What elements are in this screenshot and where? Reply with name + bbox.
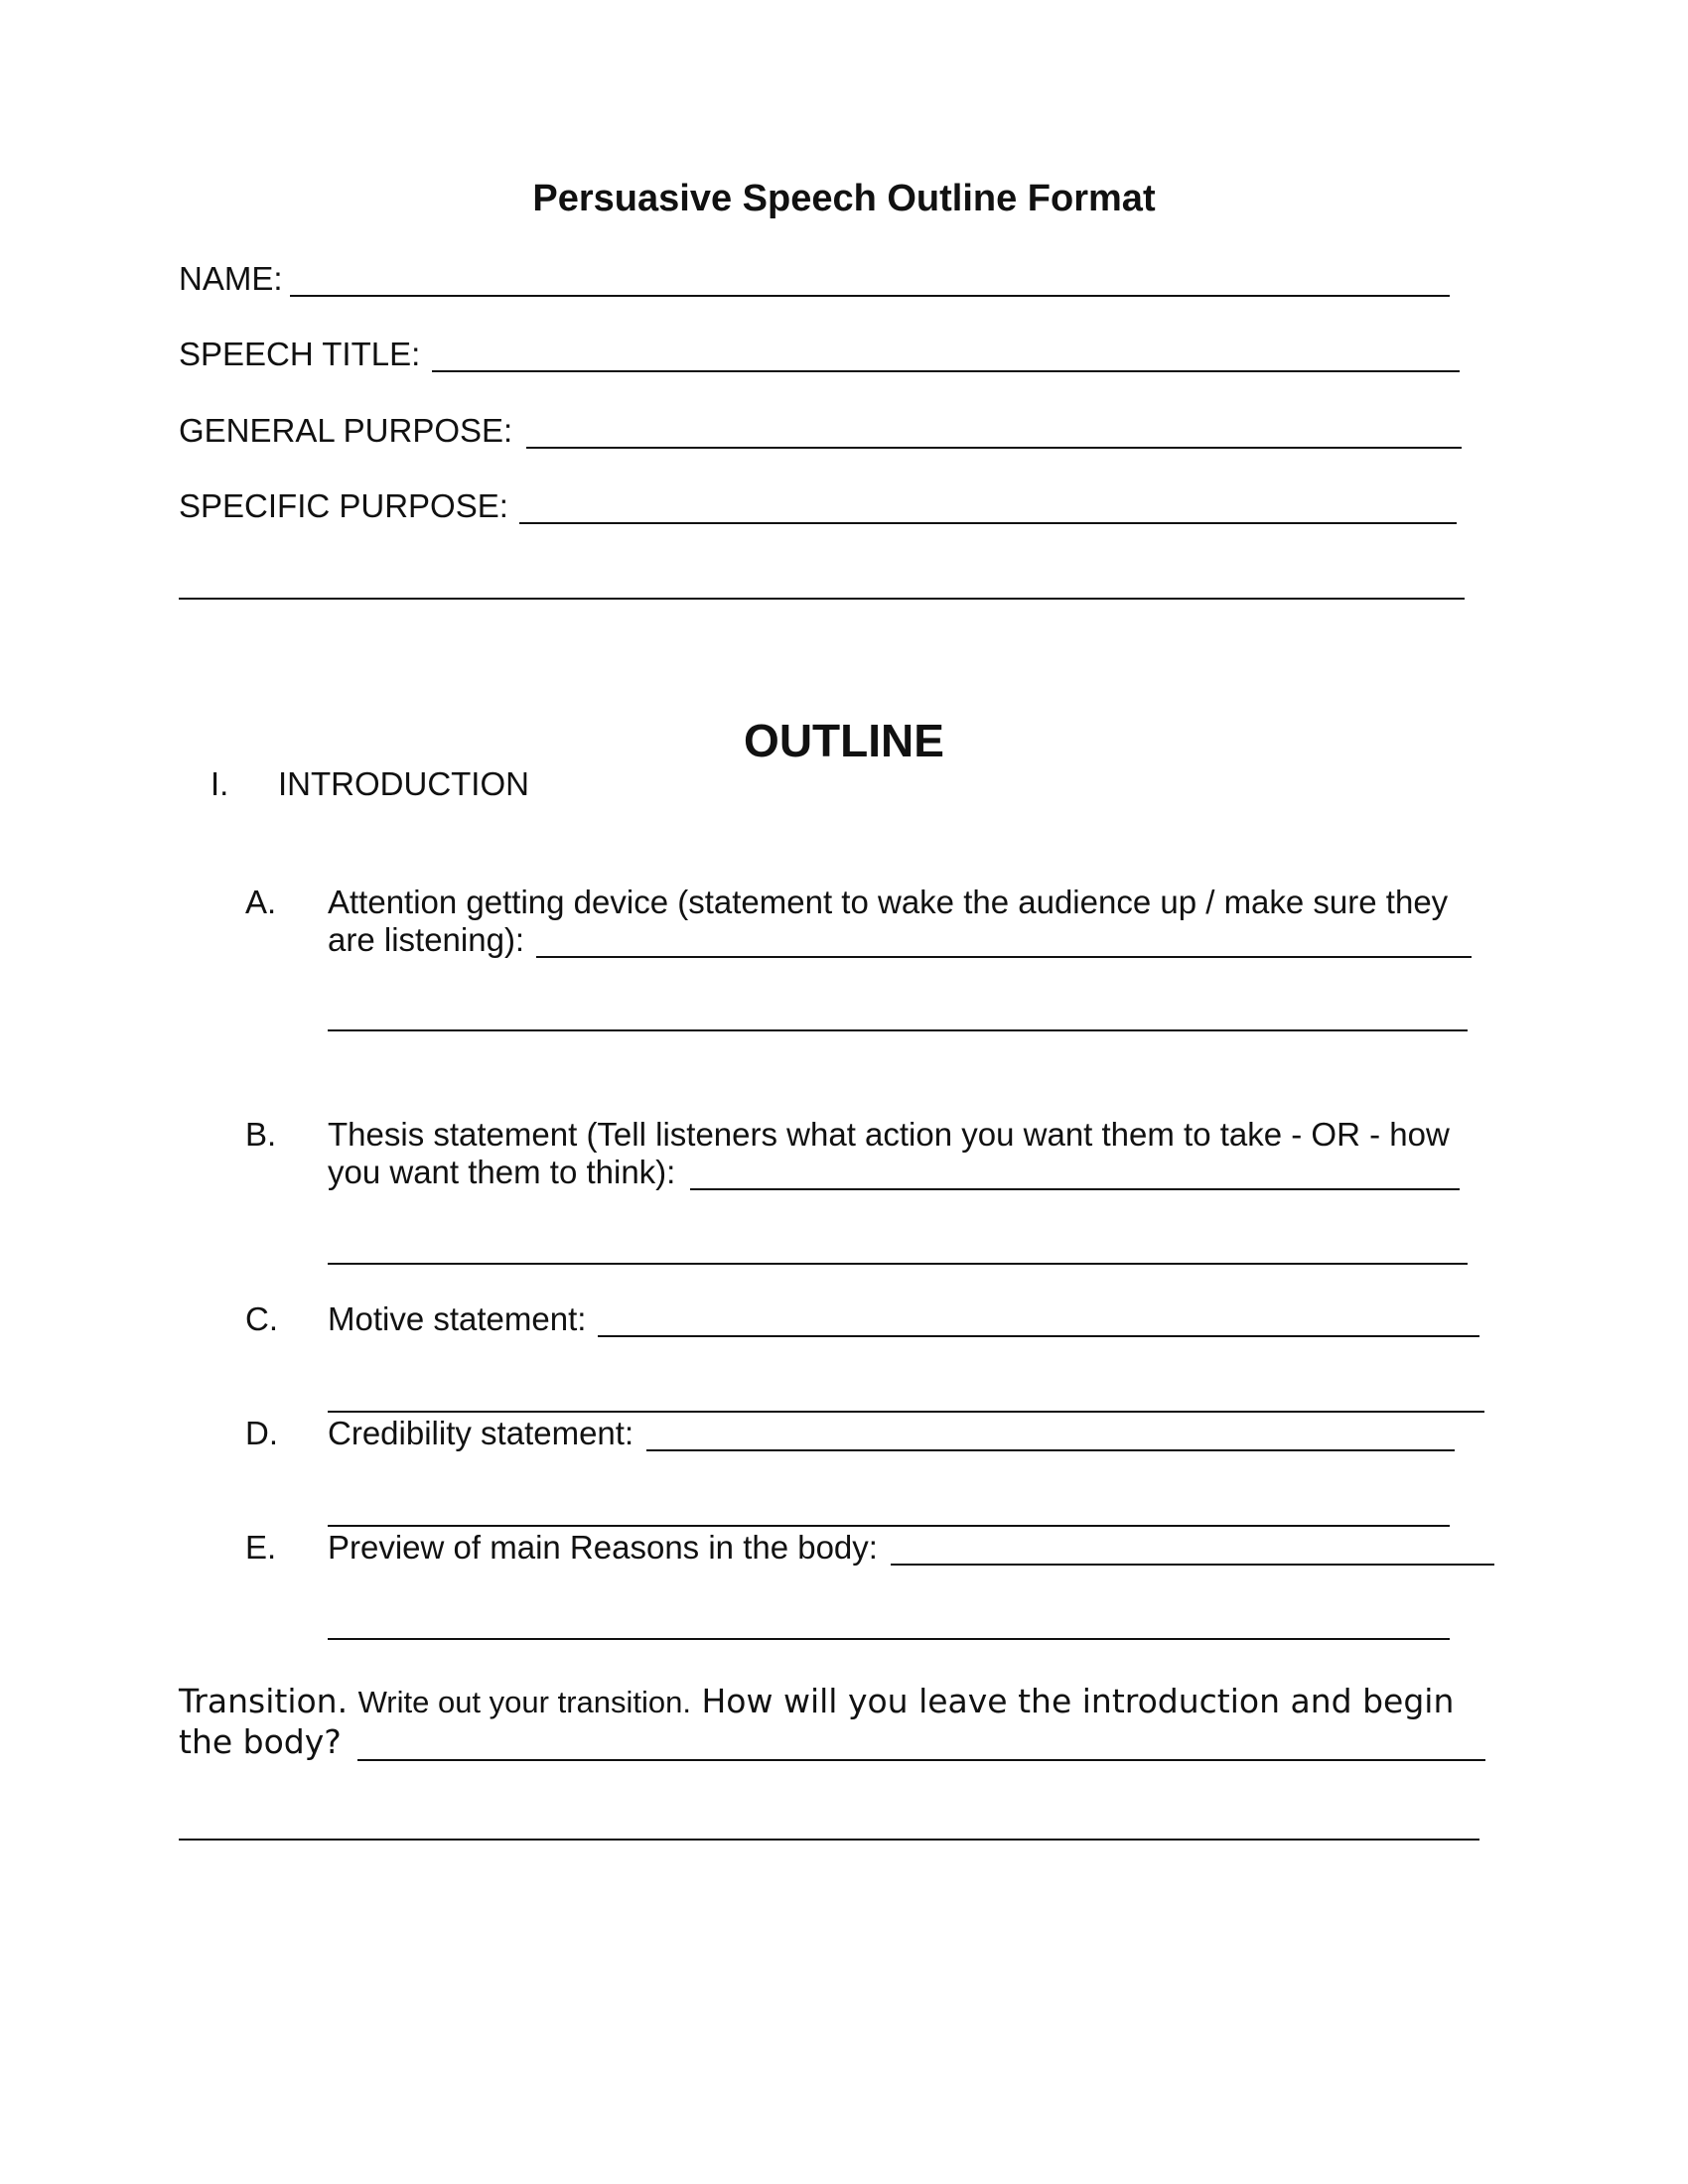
motive-statement-label: Motive statement: [328, 1300, 587, 1337]
transition-prompt-line1 [179, 1682, 1454, 1722]
speech-title-field-line[interactable] [432, 370, 1460, 372]
section-numeral: I. [211, 765, 229, 802]
general-purpose-field-line[interactable] [526, 447, 1462, 449]
transition-note: Write out your transition. [357, 1685, 691, 1719]
attention-getter-label-line2: are listening): [328, 921, 525, 958]
preview-reasons-label: Preview of main Reasons in the body: [328, 1529, 878, 1566]
transition-field-line[interactable] [357, 1759, 1485, 1761]
thesis-label-line1: Thesis statement (Tell listeners what action you want them to take - OR - how [328, 1116, 1450, 1153]
motive-statement-field-line[interactable] [598, 1335, 1479, 1337]
motive-statement-continuation-line[interactable] [328, 1411, 1484, 1413]
preview-reasons-field-line[interactable] [891, 1564, 1494, 1566]
document-title: Persuasive Speech Outline Format [532, 178, 1156, 219]
name-field-line[interactable] [290, 295, 1450, 297]
item-letter-c: C. [245, 1300, 278, 1337]
item-letter-e: E. [245, 1529, 277, 1566]
transition-question: How will you leave the introduction and begin [701, 1682, 1455, 1720]
specific-purpose-field-line[interactable] [519, 522, 1457, 524]
specific-purpose-continuation-line[interactable] [179, 598, 1465, 600]
credibility-statement-field-line[interactable] [646, 1449, 1455, 1451]
credibility-statement-label: Credibility statement: [328, 1415, 634, 1451]
thesis-label-line2: you want them to think): [328, 1154, 676, 1190]
item-letter-d: D. [245, 1415, 278, 1451]
name-label: NAME: [179, 260, 283, 297]
attention-getter-field-line[interactable] [536, 956, 1472, 958]
speech-title-label: SPEECH TITLE: [179, 336, 421, 372]
outline-heading: OUTLINE [744, 715, 944, 766]
general-purpose-label: GENERAL PURPOSE: [179, 412, 513, 449]
attention-getter-label-line1: Attention getting device (statement to wake the audience up / make sure they [328, 884, 1449, 920]
section-heading-introduction: INTRODUCTION [278, 765, 529, 802]
item-letter-b: B. [245, 1116, 277, 1153]
item-letter-a: A. [245, 884, 277, 920]
thesis-continuation-line[interactable] [328, 1263, 1468, 1265]
preview-reasons-continuation-line[interactable] [328, 1638, 1450, 1640]
credibility-statement-continuation-line[interactable] [328, 1525, 1450, 1527]
transition-prompt-line2: the body? [179, 1722, 342, 1761]
thesis-field-line[interactable] [690, 1188, 1460, 1190]
specific-purpose-label: SPECIFIC PURPOSE: [179, 487, 508, 524]
attention-getter-continuation-line[interactable] [328, 1029, 1468, 1031]
transition-continuation-line[interactable] [179, 1839, 1479, 1841]
transition-lead: Transition. [179, 1682, 349, 1720]
